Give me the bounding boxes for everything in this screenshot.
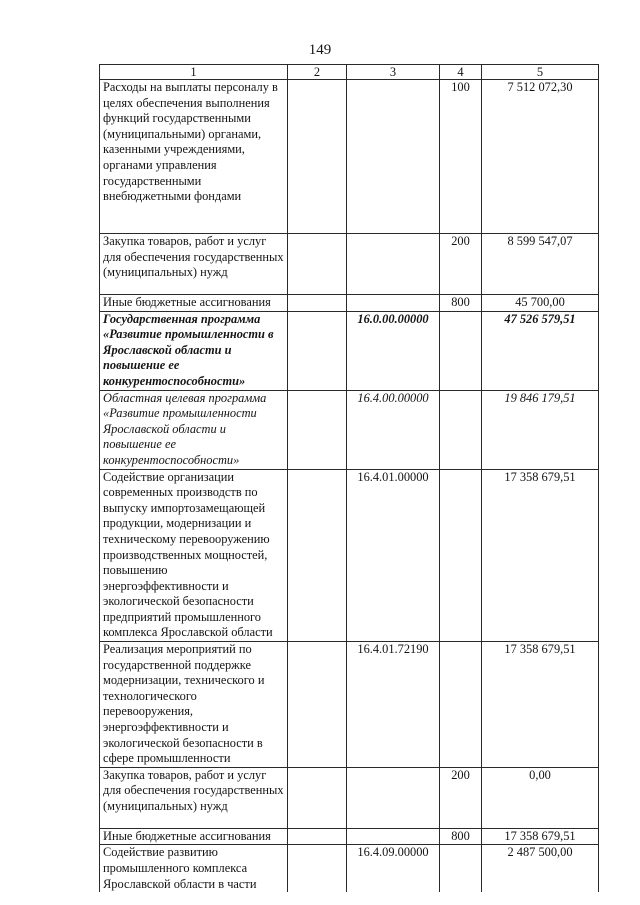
row-amount: 8 599 547,07 [482,234,599,295]
row-code-4: 100 [440,80,482,234]
row-code-2 [288,845,347,892]
row-amount: 2 487 500,00 [482,845,599,892]
table-row [100,828,599,845]
column-header: 1 [100,65,288,80]
row-code-2 [288,234,347,295]
row-code-3 [347,234,440,295]
row-amount: 7 512 072,30 [482,80,599,234]
row-amount: 47 526 579,51 [482,311,599,390]
row-code-2 [288,80,347,234]
row-code-4 [440,311,482,390]
row-code-3: 16.4.01.72190 [347,642,440,768]
row-code-3 [347,828,440,845]
row-code-2 [288,642,347,768]
table-row-subprogram [100,390,599,469]
column-header: 4 [440,65,482,80]
row-code-4 [440,642,482,768]
row-code-3 [347,80,440,234]
row-name: Закупка товаров, работ и услуг для обеспечения государственных (муниципальных) нужд [100,234,288,295]
row-code-2 [288,295,347,312]
table-row [100,234,599,295]
row-name: Содействие развитию промышленного комплекса Ярославской области в части [100,845,288,892]
row-name: Иные бюджетные ассигнования [100,295,288,312]
row-code-3: 16.4.00.00000 [347,390,440,469]
row-code-4 [440,390,482,469]
row-name: Содействие организации современных производств по выпуску импортозамещающей продукции, модернизации и техническому перевооружению производственных мощностей, повышению энергоэффективности и экологической безопасности предприятий промышленного комплекса Ярославской области [100,469,288,642]
table-row [100,845,599,892]
table-row [100,469,599,642]
table-row [100,642,599,768]
row-amount: 17 358 679,51 [482,642,599,768]
column-header: 2 [288,65,347,80]
row-code-3: 16.0.00.00000 [347,311,440,390]
row-code-4: 200 [440,767,482,828]
row-code-4: 200 [440,234,482,295]
row-code-3: 16.4.01.00000 [347,469,440,642]
row-name: Реализация мероприятий по государственной поддержке модернизации, технического и технологического перевооружения, энергоэффективности и экологической безопасности в сфере промышленности [100,642,288,768]
page-number: 149 [308,42,332,58]
row-amount: 0,00 [482,767,599,828]
table-header-row [100,65,599,80]
row-code-2 [288,311,347,390]
row-code-4: 800 [440,828,482,845]
column-header: 3 [347,65,440,80]
row-amount: 19 846 179,51 [482,390,599,469]
table-row [100,295,599,312]
row-amount: 17 358 679,51 [482,469,599,642]
row-code-2 [288,828,347,845]
table-row [100,80,599,234]
row-name: Расходы на выплаты персоналу в целях обеспечения выполнения функций государственными (муниципальными) органами, казенными учреждениями, органами управления государственными внебюджетными фондами [100,80,288,234]
row-code-4 [440,469,482,642]
row-name: Областная целевая программа «Развитие промышленности Ярославской области и повышение ее конкурентоспособности» [100,390,288,469]
row-code-4 [440,845,482,892]
row-code-2 [288,767,347,828]
row-code-3 [347,767,440,828]
row-amount: 17 358 679,51 [482,828,599,845]
row-name: Закупка товаров, работ и услуг для обеспечения государственных (муниципальных) нужд [100,767,288,828]
row-name: Иные бюджетные ассигнования [100,828,288,845]
budget-table [99,64,599,892]
row-name: Государственная программа «Развитие промышленности в Ярославской области и повышение ее конкурентоспособности» [100,311,288,390]
table-row [100,767,599,828]
row-code-3: 16.4.09.00000 [347,845,440,892]
row-code-4: 800 [440,295,482,312]
row-code-2 [288,390,347,469]
column-header: 5 [482,65,599,80]
row-code-3 [347,295,440,312]
table-row-program [100,311,599,390]
row-amount: 45 700,00 [482,295,599,312]
row-code-2 [288,469,347,642]
